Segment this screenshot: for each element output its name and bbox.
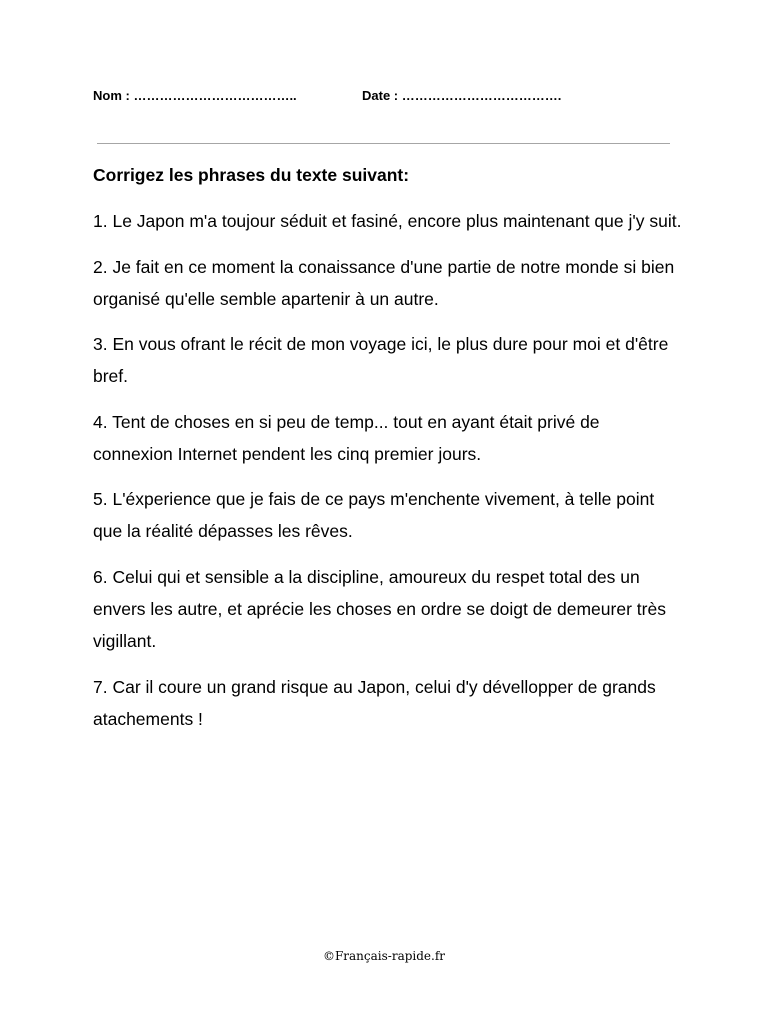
header-divider <box>97 143 670 144</box>
exercise-title: Corrigez les phrases du texte suivant: <box>93 165 410 185</box>
worksheet-header <box>93 87 693 105</box>
sentence-7: 7. Car il coure un grand risque au Japon, celui d'y dévellopper de grands atachements ! <box>93 676 656 729</box>
sentence-2: 2. Je fait en ce moment la conaissance d'une partie de notre monde si bien organisé qu'elle semble apartenir à un autre. <box>93 256 675 309</box>
name-field-label: Nom : ……………………………….. <box>93 88 297 103</box>
sentence-5: 5. L'éxperience que je fais de ce pays m'enchente vivement, à telle point que la réalité dépasses les rêves. <box>93 489 655 542</box>
sentence-1: 1. Le Japon m'a toujour séduit et fasiné, encore plus maintenant que j'y suit. <box>93 211 682 231</box>
sentence-6: 6. Celui qui et sensible a la discipline, amoureux du respet total des un envers les autre, et aprécie les choses en ordre se doigt de demeurer très vigillant. <box>93 566 666 651</box>
date-field-label: Date : ………………………………. <box>362 88 562 103</box>
sentence-3: 3. En vous ofrant le récit de mon voyage ici, le plus dure pour moi et d'être bref. <box>93 334 669 387</box>
copyright-footer: ©Français-rapide.fr <box>322 949 446 963</box>
sentence-list <box>93 205 683 748</box>
sentence-4: 4. Tent de choses en si peu de temp... tout en ayant était privé de connexion Internet pendent les cinq premier jours. <box>93 411 600 464</box>
